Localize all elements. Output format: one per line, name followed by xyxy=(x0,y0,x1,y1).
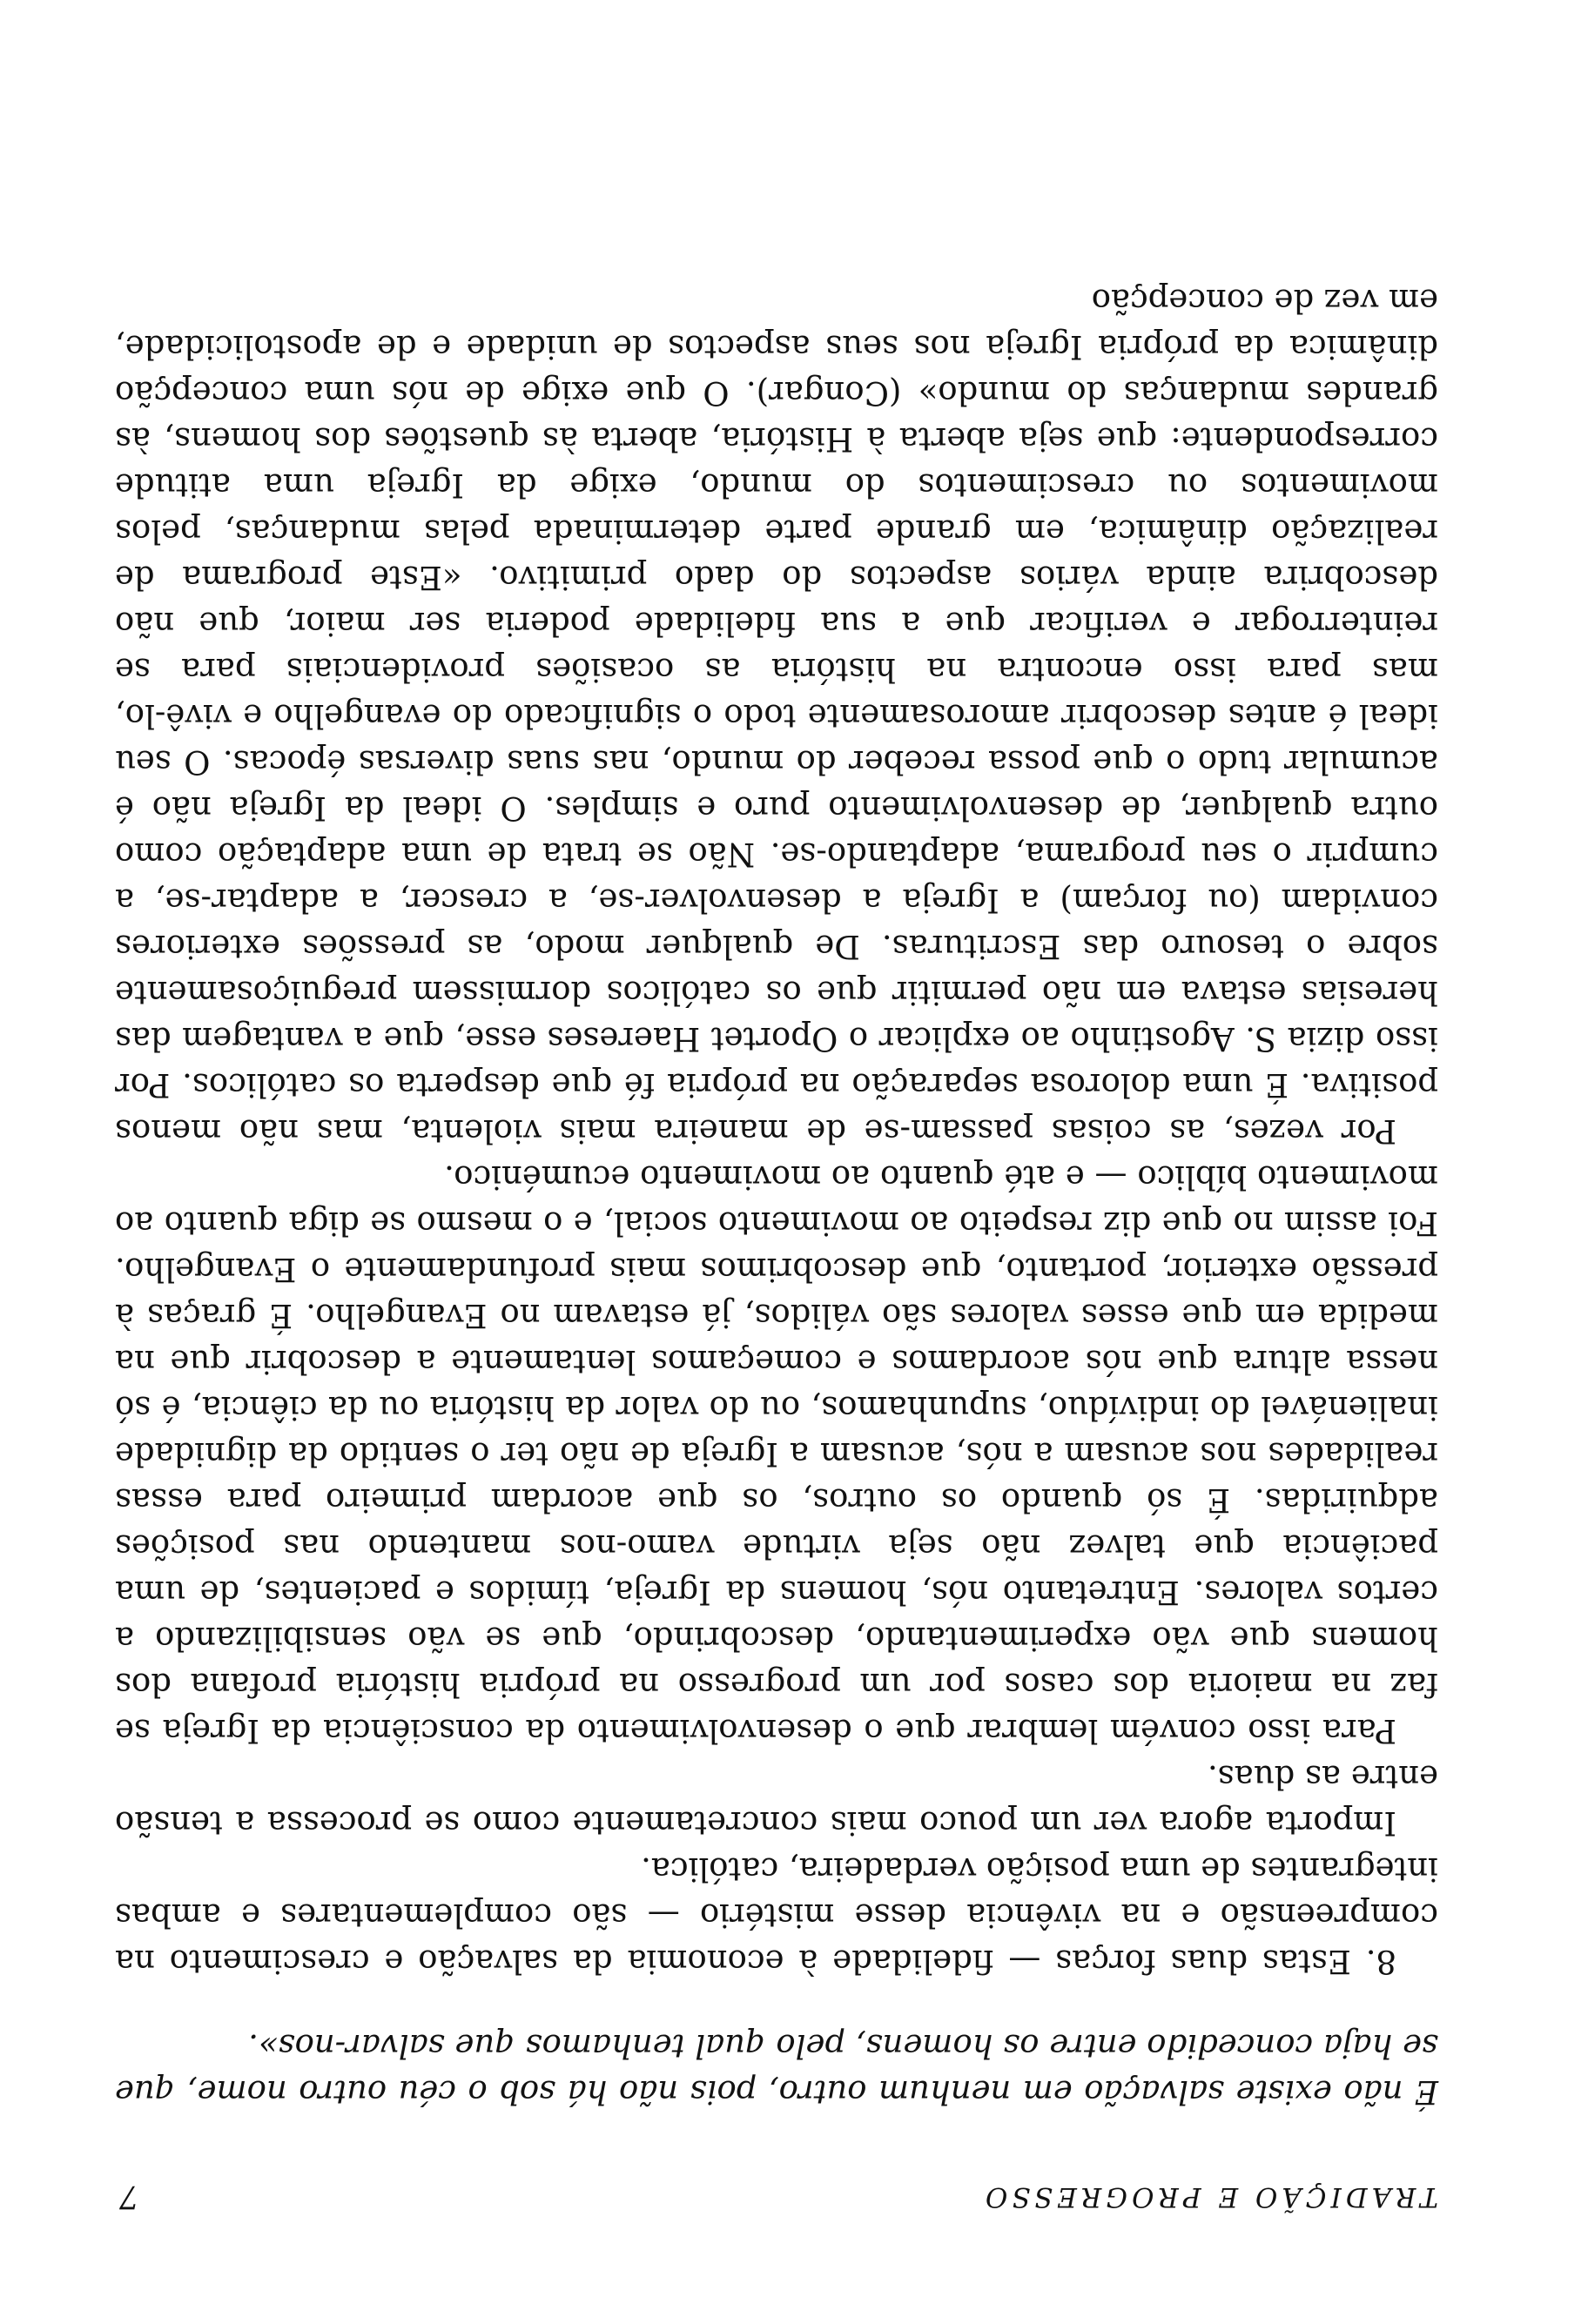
running-title: TRADIÇÃO E PROGRESSO xyxy=(980,2181,1438,2213)
page-number: 7 xyxy=(115,2179,139,2214)
paragraph-section-8: 8. Estas duas forças — fidelidade à economia da salvação e crescimento na compreensão e na vivência desse mistério — são complementares e ambas integrantes de uma posição verdadeira, católica. xyxy=(115,1850,1438,1980)
epigraph-quote: É não existe salvação em nenhum outro, pois não há sob o céu outro nome, que se haja concedido entre os homens, pelo qual tenhamos que salvar-nos». xyxy=(115,2027,1438,2111)
page-content xyxy=(115,278,1438,2220)
paragraph-pressures: Por vezes, as coisas passam-se de maneira mais violenta, mas não menos positiva. É uma dolorosa separação na própria fé que desperta os católicos. Por isso dizia S. Agostinho ao explicar o Oportet Haereses esse, que a vantagem das heresias estava em não permitir que os católicos dormissem preguiçosamente sobre o tesouro das Escrituras. De qualquer modo, as pressões exteriores convidam (ou forçam) a Igreja a desenvolver-se, a crescer, a adaptar-se, a cumprir o seu programa, adaptando-se. Não se trata de uma adaptação como outra qualquer, de desenvolvimento puro e simples. O ideal da Igreja não é acumular tudo o que possa receber do mundo, nas suas diversas épocas. O seu ideal é antes descobrir amorosamente todo o significado do evangelho e vivê-lo, mas para isso encontra na história as ocasiões providenciais para se reinterrogar e verificar que a sua fidelidade poderia ser maior, que não descobrira ainda vários aspectos do dado primitivo. «Este programa de realização dinâmica, em grande parte determinada pelas mudanças, pelos movimentos ou crescimentos do mundo, exige da Igreja uma atitude correspondente: que seja aberta à História, aberta às questões dos homens, às grandes mudanças do mundo» (Congar). O que exige de nós uma concepção dinâmica da própria Igreja nos seus aspectos de unidade e de apostolicidade, em vez de concepção xyxy=(115,282,1438,1150)
paragraph-tension: Importa agora ver um pouco mais concretamente como se processa a tensão entre as duas. xyxy=(115,1758,1438,1842)
paragraph-consciousness: Para isso convém lembrar que o desenvolvimento da consciência da Igreja se faz na maioria dos casos por um progresso na própria história profana dos homens que vão experimentando, descobrindo, que se vão sensibilizando a certos valores. Entretanto nós, homens da Igreja, tímidos e pacientes, de uma paciência que talvez não seja virtude vamo-nos mantendo nas posições adquiridas. É só quando os outros, os que acordam primeiro para essas realidades nos acusam a nós, acusam a Igreja de não ter o sentido da dignidade inalienável do indivíduo, supunhamos, ou do valor da história ou da ciência, é só nessa altura que nós acordamos e começamos lentamente a descobrir que na medida em que esses valores são válidos, já estavam no Evangelho. É graças à pressão exterior, portanto, que descobrimos mais profundamente o Evangelho. Foi assim no que diz respeito ao movimento social, e o mesmo se diga quanto ao movimento bíblico — e até quanto ao movimento ecuménico. xyxy=(115,1159,1438,1750)
page-header xyxy=(115,2167,1438,2220)
